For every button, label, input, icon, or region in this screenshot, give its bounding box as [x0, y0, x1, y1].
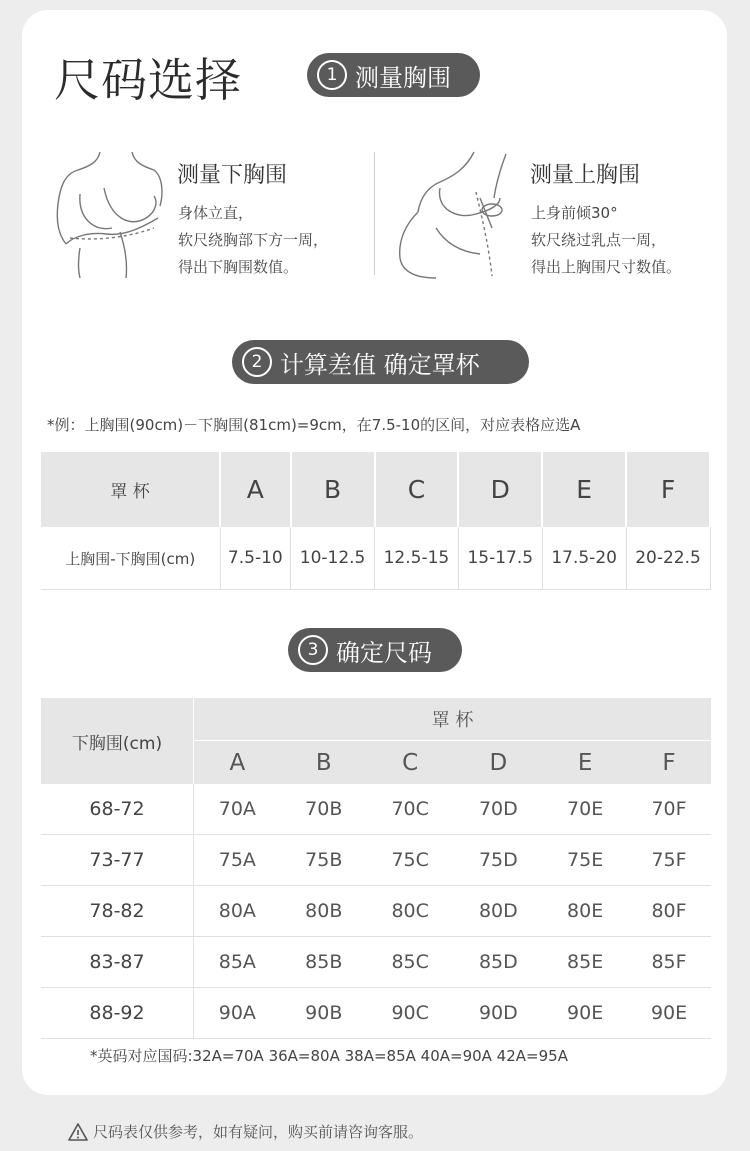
range-cell: 20-22.5	[626, 527, 710, 590]
size-range: 83-87	[41, 937, 194, 988]
footer-text: 尺码表仅供参考，如有疑问，购买前请咨询客服。	[93, 1123, 424, 1141]
size-cell: 80C	[367, 886, 454, 937]
warning-icon	[68, 1123, 88, 1141]
size-cup-cell: C	[367, 741, 454, 785]
size-cell: 75D	[454, 835, 544, 886]
size-cup-cell: E	[543, 741, 627, 785]
size-cell: 80E	[543, 886, 627, 937]
measure-upper-desc: 上身前倾30° 软尺绕过乳点一周， 得出上胸围尺寸数值。	[531, 204, 682, 276]
size-range: 78-82	[41, 886, 194, 937]
range-row-label: 上胸围-下胸围(cm)	[41, 527, 220, 590]
size-cell: 85F	[627, 937, 711, 988]
size-cell: 85A	[194, 937, 281, 988]
size-cell: 70C	[367, 784, 454, 835]
range-cell: 17.5-20	[542, 527, 626, 590]
size-cell: 80D	[454, 886, 544, 937]
cup-header-cell: F	[626, 452, 710, 527]
step-2-number: 2	[242, 347, 272, 377]
cup-header-cell: D	[458, 452, 542, 527]
size-range: 68-72	[41, 784, 194, 835]
size-cell: 90E	[627, 988, 711, 1039]
cup-header-cell: C	[375, 452, 459, 527]
cup-header-label: 罩 杯	[41, 452, 220, 527]
size-row-header: 下胸围(cm)	[41, 698, 194, 784]
size-cell: 85D	[454, 937, 544, 988]
step-3-label: 确定尺码	[336, 638, 432, 667]
range-cell: 10-12.5	[291, 527, 375, 590]
upper-bust-illustration	[396, 148, 516, 280]
size-cup-cell: A	[194, 741, 281, 785]
step-1-label: 测量胸围	[355, 63, 451, 92]
size-cell: 75A	[194, 835, 281, 886]
size-cell: 85B	[281, 937, 367, 988]
size-range: 73-77	[41, 835, 194, 886]
size-cup-cell: F	[627, 741, 711, 785]
size-cell: 80A	[194, 886, 281, 937]
size-cell: 85E	[543, 937, 627, 988]
step-3-badge	[288, 628, 462, 672]
range-cell: 12.5-15	[375, 527, 459, 590]
size-cell: 75E	[543, 835, 627, 886]
size-cell: 90B	[281, 988, 367, 1039]
step-2-label: 计算差值 确定罩杯	[280, 350, 480, 379]
example-note: *例：上胸围(90cm)－下胸围(81cm)=9cm，在7.5-10的区间，对应表格应选A	[47, 416, 581, 434]
measure-upper-title: 测量上胸围	[530, 163, 641, 188]
size-cell: 70B	[281, 784, 367, 835]
size-cup-header: 罩 杯	[194, 698, 712, 741]
size-range: 88-92	[41, 988, 194, 1039]
cup-range-row	[41, 527, 710, 590]
step-2-badge	[232, 340, 529, 384]
divider	[374, 152, 375, 275]
size-cell: 90D	[454, 988, 544, 1039]
size-cell: 75C	[367, 835, 454, 886]
size-cell: 70F	[627, 784, 711, 835]
measure-lower-desc: 身体立直， 软尺绕胸部下方一周， 得出下胸围数值。	[178, 204, 329, 276]
size-cell: 80B	[281, 886, 367, 937]
size-cell: 70D	[454, 784, 544, 835]
page-title: 尺码选择	[54, 53, 242, 107]
table-row	[41, 886, 711, 937]
size-cell: 70A	[194, 784, 281, 835]
step-1-badge	[307, 53, 480, 97]
size-cell: 80F	[627, 886, 711, 937]
table-row	[41, 835, 711, 886]
step-3-number: 3	[298, 635, 328, 665]
measure-lower-title: 测量下胸围	[177, 163, 288, 188]
size-cell: 75F	[627, 835, 711, 886]
step-1-number: 1	[317, 60, 347, 90]
table-row	[41, 937, 711, 988]
conversion-note: *英码对应国码:32A=70A 36A=80A 38A=85A 40A=90A 42A=95A	[90, 1047, 568, 1065]
size-cell: 85C	[367, 937, 454, 988]
size-cup-cell: D	[454, 741, 544, 785]
size-cell: 90A	[194, 988, 281, 1039]
lower-bust-illustration	[50, 148, 170, 280]
cup-header-row	[41, 452, 710, 527]
footer-disclaimer	[68, 1121, 423, 1142]
size-cup-cell: B	[281, 741, 367, 785]
table-row	[41, 988, 711, 1039]
size-cell: 75B	[281, 835, 367, 886]
size-table	[41, 698, 711, 1039]
range-cell: 7.5-10	[220, 527, 291, 590]
cup-header-cell: E	[542, 452, 626, 527]
table-row	[41, 784, 711, 835]
cup-header-cell: A	[220, 452, 291, 527]
range-cell: 15-17.5	[458, 527, 542, 590]
size-cell: 90E	[543, 988, 627, 1039]
cup-header-cell: B	[291, 452, 375, 527]
size-cell: 70E	[543, 784, 627, 835]
size-cell: 90C	[367, 988, 454, 1039]
cup-difference-table	[41, 452, 711, 590]
